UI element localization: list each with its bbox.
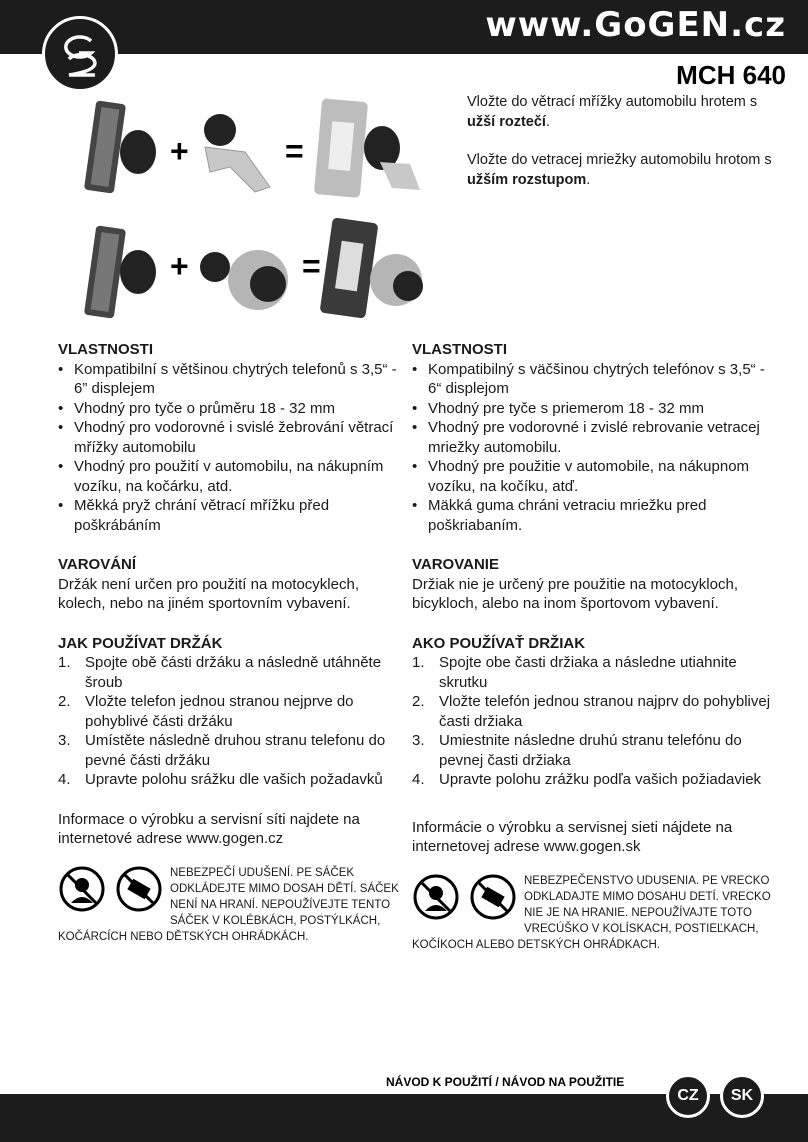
list-item: • Mäkká guma chráni vetraciu mriežku pred poškriabaním. [412,497,707,534]
list-item: • Kompatibilní s většinou chytrých telefonů s 3,5“ - 6” displejem [58,360,397,397]
list-item: 1. Spojte obě části držáku a následně utáhněte šroub [58,654,382,691]
no-child-bag-icon [58,865,106,913]
assembly-illustration [80,92,460,322]
howto-title-cz: JAK POUŽÍVAT DRŽÁK [58,634,223,652]
info-sk: Informácie o výrobku a servisnej sieti nájdete na internetovej adrese www.gogen.sk [412,818,733,855]
list-item: 3. Umiestnite následne druhú stranu telefónu do pevnej časti držiaka [412,732,742,769]
warning-text-cz: Držák není určen pro použití na motocyklech, kolech, nebo na jiném sportovním vybavení. [58,575,359,612]
plus-sign-1: + [170,133,189,169]
howto-title-sk: AKO POUŽÍVAŤ DRŽIAK [412,634,586,652]
model-number: MCH 640 [676,60,786,90]
list-item: 1. Spojte obe časti držiaka a následne utiahnite skrutku [412,654,737,691]
equals-sign-1: = [285,133,304,169]
intro-sk: Vložte do vetracej mriežky automobilu hrotom s užším rozstupom. [467,152,772,188]
list-item: • Vhodný pre vodorovné i zvislé rebrovanie vetracej mriežky automobilu. [412,419,760,456]
plus-sign-2: + [170,248,189,284]
gogen-logo [42,16,118,92]
list-item: 2. Vložte telefón jednou stranou najprv do pohyblivej časti držiaka [412,693,771,730]
equals-sign-2: = [302,248,321,284]
features-list-sk [412,360,772,536]
site-url: www.GoGEN.cz [485,5,786,45]
intro-cz: Vložte do větrací mřížky automobilu hrotem s užší roztečí. [467,94,758,130]
no-child-crib-icon [469,873,517,921]
warning-text-sk: Držiak nie je určený pre použitie na motocykloch, bicykloch, alebo na inom športovom vybavení. [412,575,738,612]
features-list-cz [58,360,408,536]
list-item: • Vhodný pro vodorovné i svislé žebrování větrací mřížky automobilu [58,419,394,456]
features-title-cz: VLASTNOSTI [58,341,154,358]
lang-badge-cz: CZ [666,1074,710,1118]
list-item: • Vhodný pre použitie v automobile, na nákupnom vozíku, na kočíku, atď. [412,458,750,495]
warning-title-cz: VAROVÁNÍ [58,556,137,573]
list-item: • Vhodný pre tyče s priemerom 18 - 32 mm [412,399,704,417]
bar-clamp-image [200,250,288,310]
list-item: 2. Vložte telefon jednou stranou nejprve do pohyblivé části držáku [58,693,354,730]
holder-image-2 [84,225,156,318]
list-item: 4. Upravte polohu zrážku podľa vašich požiadaviek [412,771,762,788]
bag-warning-sk: NEBEZPEČENSTVO UDUSENIA. PE VRECKO ODKLADAJTE MIMO DOSAHU DETÍ. VRECKO NIE JE NA HRANIE. NEPOUŽÍVAJTE TOTO VRECÚŠKO V KOLÍSKACH, POSTIEĽKACH, KOČÍKOCH ALEBO DETSKÝCH OHRÁDKACH. [412,874,771,951]
warning-title-sk: VAROVANIE [412,556,499,573]
lang-badge-sk: SK [720,1074,764,1118]
no-child-bag-icon [412,873,460,921]
list-item: 3. Umístěte následně druhou stranu telefonu do pevné části držáku [58,732,386,769]
footer-label: NÁVOD K POUŽITÍ / NÁVOD NA POUŽITIE [386,1075,625,1089]
vent-clip-image [204,114,270,192]
assembled-image-2 [320,217,423,318]
column-sk [412,340,772,953]
list-item: • Měkká pryž chrání větrací mřížku před poškrábáním [58,497,330,534]
holder-image-1 [84,100,156,193]
list-item: • Vhodný pro použití v automobilu, na nákupním vozíku, na kočárku, atd. [58,458,384,495]
steps-list-cz [58,653,408,790]
no-child-crib-icon [115,865,163,913]
column-cz [58,340,408,945]
list-item: • Vhodný pro tyče o průměru 18 - 32 mm [58,399,335,417]
list-item: 4. Upravte polohu srážku dle vašich požadavků [58,771,383,788]
list-item: • Kompatibilný s väčšinou chytrých telefónov s 3,5“ - 6“ displejom [412,360,765,397]
steps-list-sk [412,653,772,790]
info-cz: Informace o výrobku a servisní síti najdete na internetové adrese www.gogen.cz [58,810,360,847]
features-title-sk: VLASTNOSTI [412,341,508,358]
bag-warning-cz: NEBEZPEČÍ UDUŠENÍ. PE SÁČEK ODKLÁDEJTE MIMO DOSAH DĚTÍ. SÁČEK NENÍ NA HRANÍ. NEPOUŽÍVEJTE TENTO SÁČEK V KOLÉBKÁCH, POSTÝLKÁCH, KOČÁRCÍCH NEBO DĚTSKÝCH OHRÁDKÁCH. [58,866,399,943]
assembled-image-1 [314,98,420,198]
